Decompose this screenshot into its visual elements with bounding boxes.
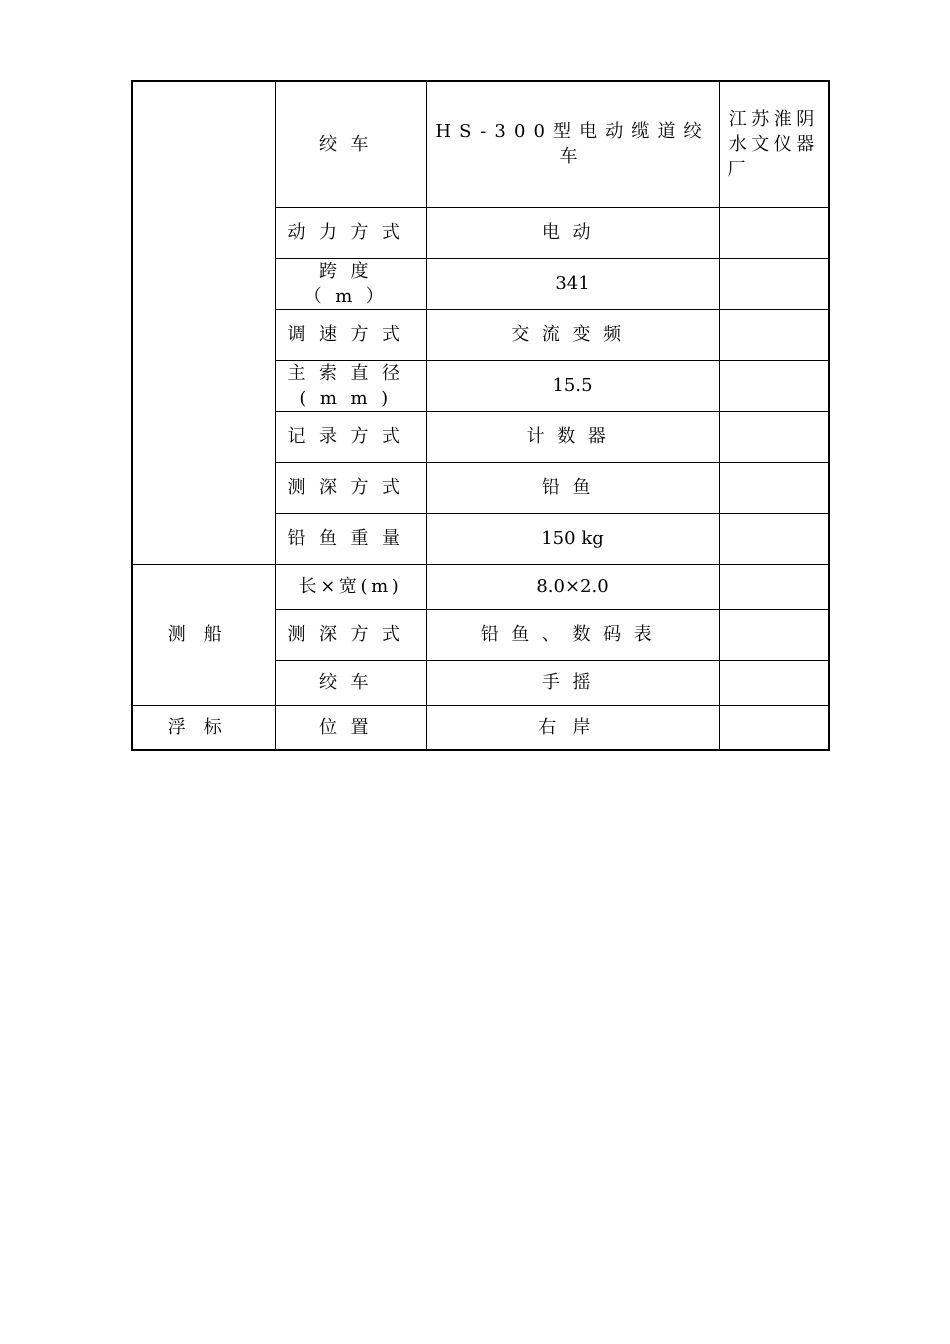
value-cell-float-position: 右岸 — [426, 705, 719, 750]
param-cell-sounding-mode: 测深方式 — [275, 462, 426, 513]
table-row — [132, 564, 829, 609]
param-cell-weight: 铅鱼重量 — [275, 513, 426, 564]
maker-cell-empty — [719, 309, 829, 360]
param-cell-speed-control: 调速方式 — [275, 309, 426, 360]
value-cell-weight: 150 kg — [426, 513, 719, 564]
param-cell-float-position: 位置 — [275, 705, 426, 750]
maker-cell-empty — [719, 411, 829, 462]
group-cell-survey-boat: 测船 — [132, 564, 275, 705]
maker-cell-empty — [719, 513, 829, 564]
param-cell-boat-sounding-mode: 测深方式 — [275, 609, 426, 660]
value-cell-winch-model: HS-300型电动缆道绞车 — [426, 81, 719, 207]
maker-cell-empty — [719, 360, 829, 411]
value-cell-speed-control: 交流变频 — [426, 309, 719, 360]
value-cell-boat-sounding-mode: 铅鱼、数码表 — [426, 609, 719, 660]
value-cell-span: 341 — [426, 258, 719, 309]
param-cell-span: 跨度（m） — [275, 258, 426, 309]
param-cell-winch: 绞车 — [275, 81, 426, 207]
maker-cell-empty — [719, 207, 829, 258]
param-cell-recording-mode: 记录方式 — [275, 411, 426, 462]
value-cell-boat-winch: 手摇 — [426, 660, 719, 705]
maker-cell-empty — [719, 609, 829, 660]
group-cell-cableway — [132, 81, 275, 564]
param-cell-power-mode: 动力方式 — [275, 207, 426, 258]
maker-cell — [719, 81, 829, 207]
value-cell-boat-size: 8.0×2.0 — [426, 564, 719, 609]
value-cell-main-cable-diameter: 15.5 — [426, 360, 719, 411]
maker-cell-empty — [719, 660, 829, 705]
table-row — [132, 81, 829, 207]
maker-cell-empty — [719, 462, 829, 513]
value-cell-power-mode: 电动 — [426, 207, 719, 258]
param-cell-boat-size: 长×宽(m) — [275, 564, 426, 609]
equipment-spec-table — [131, 80, 830, 751]
maker-cell-empty — [719, 258, 829, 309]
param-cell-boat-winch: 绞车 — [275, 660, 426, 705]
table-row — [132, 705, 829, 750]
param-cell-main-cable-diameter: 主索直径(mm) — [275, 360, 426, 411]
value-cell-recording-mode: 计数器 — [426, 411, 719, 462]
maker-name: 江苏淮阴水文仪器厂 — [727, 108, 819, 180]
value-cell-sounding-mode: 铅鱼 — [426, 462, 719, 513]
maker-cell-empty — [719, 705, 829, 750]
group-cell-float: 浮标 — [132, 705, 275, 750]
maker-cell-empty — [719, 564, 829, 609]
